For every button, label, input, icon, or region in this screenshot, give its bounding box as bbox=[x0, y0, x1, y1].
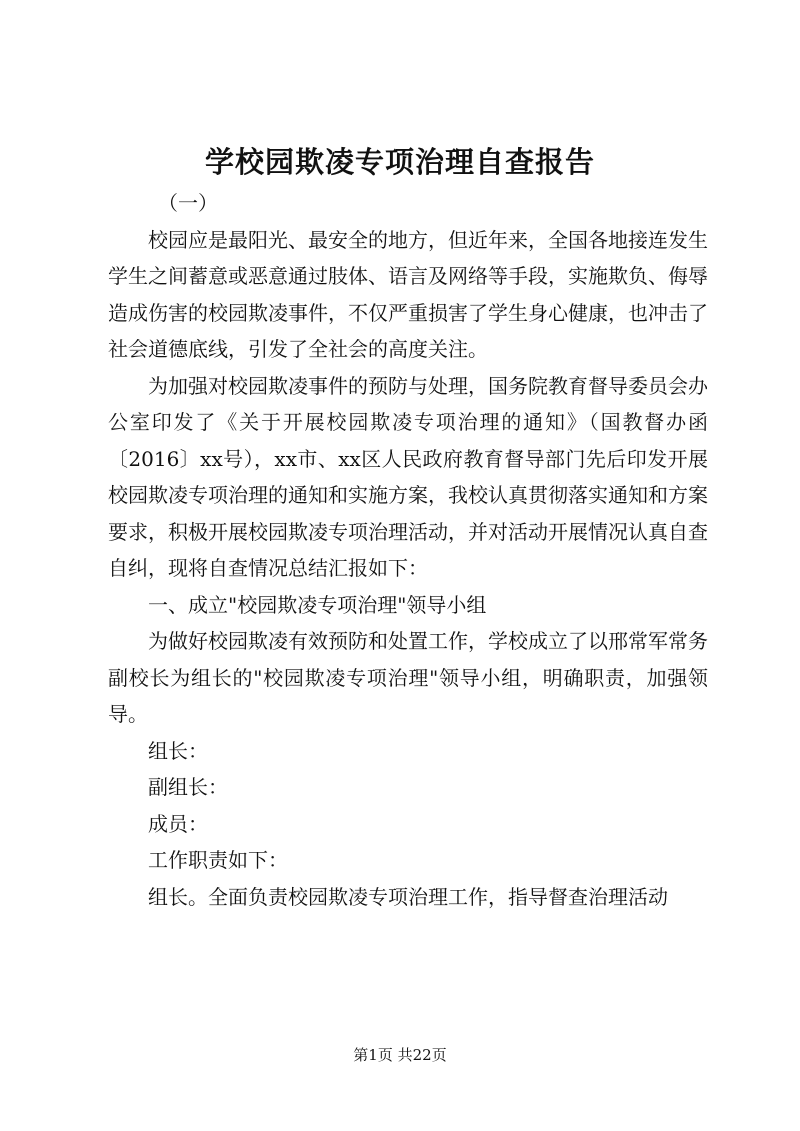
list-item: 组长： bbox=[148, 738, 208, 763]
section-heading: 一、成立"校园欺凌专项治理"领导小组 bbox=[148, 592, 487, 617]
document-body bbox=[108, 185, 708, 915]
paragraph: 为加强对校园欺凌事件的预防与处理，国务院教育督导委员会办公室印发了《关于开展校园欺凌专项治理的通知》（国教督办函〔2016〕xx号），xx市、xx区人民政府教育督导部门先后印发开展校园欺凌专项治理的通知和实施方案，我校认真贯彻落实通知和方案要求，积极开展校园欺凌专项治理活动，并对活动开展情况认真自查自纠，现将自查情况总结汇报如下： bbox=[108, 373, 708, 580]
section-subheading: （一） bbox=[158, 191, 218, 215]
list-item: 工作职责如下： bbox=[148, 848, 288, 872]
list-item: 成员： bbox=[148, 811, 208, 836]
paragraph: 校园应是最阳光、最安全的地方，但近年来，全国各地接连发生学生之间蓄意或恶意通过肢体、语言及网络等手段，实施欺负、侮辱造成伤害的校园欺凌事件，不仅严重损害了学生身心健康，也冲击了社会道德底线，引发了全社会的高度关注。 bbox=[108, 227, 708, 361]
list-item: 副组长： bbox=[148, 775, 228, 799]
paragraph: 为做好校园欺凌有效预防和处置工作，学校成立了以邢常军常务副校长为组长的"校园欺凌专项治理"领导小组，明确职责，加强领导。 bbox=[108, 629, 708, 726]
document-title: 学校园欺凌专项治理自查报告 bbox=[204, 145, 595, 179]
paragraph: 组长。全面负责校园欺凌专项治理工作，指导督查治理活动 bbox=[148, 884, 668, 909]
page-footer: 第1页 共22页 bbox=[353, 1046, 447, 1064]
